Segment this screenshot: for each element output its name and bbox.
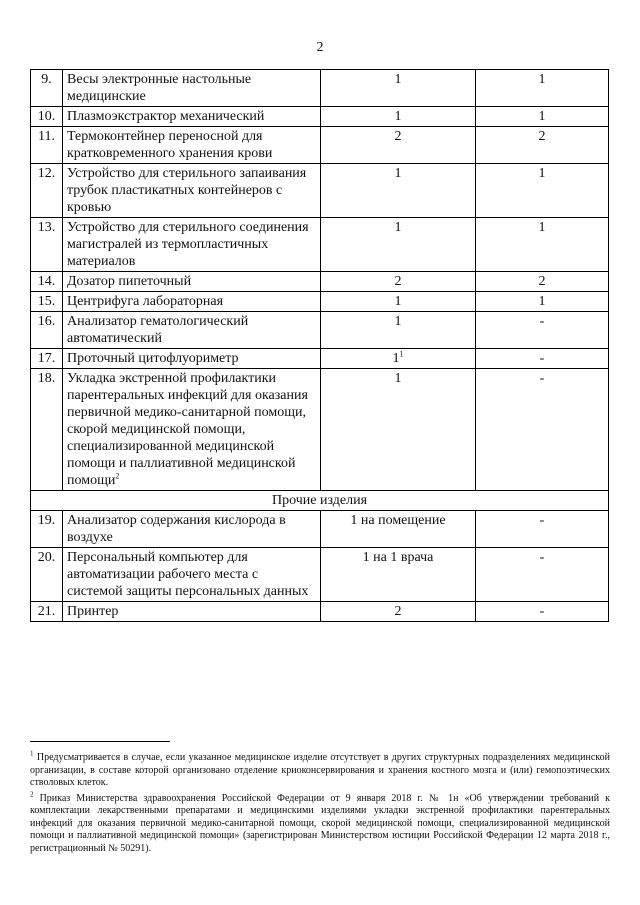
row-number: 19. (31, 511, 63, 548)
footnotes (30, 749, 610, 858)
item-quantity-1: 1 на помещение (321, 511, 476, 548)
item-quantity-2: - (476, 349, 609, 369)
quantity-value: 1 (392, 351, 400, 366)
item-name: Принтер (63, 602, 321, 622)
table-row (31, 127, 609, 164)
item-quantity-1 (321, 349, 476, 369)
section-title: Прочие изделия (31, 491, 609, 511)
table-row (31, 164, 609, 218)
row-number: 13. (31, 218, 63, 272)
row-number: 14. (31, 272, 63, 292)
item-quantity-1: 1 (321, 164, 476, 218)
footnote-1 (30, 749, 610, 790)
item-quantity-2: 1 (476, 218, 609, 272)
row-number: 18. (31, 369, 63, 491)
footnote-ref-2: 2 (115, 471, 120, 481)
item-quantity-2: 1 (476, 164, 609, 218)
item-quantity-2: - (476, 548, 609, 602)
item-name (63, 369, 321, 491)
equipment-table (30, 69, 609, 622)
item-name: Центрифуга лабораторная (63, 292, 321, 312)
item-name: Персональный компьютер для автоматизации рабочего места с системой защиты персональных данных (63, 548, 321, 602)
item-quantity-1: 1 (321, 292, 476, 312)
table-row (31, 312, 609, 349)
item-name: Проточный цитофлуориметр (63, 349, 321, 369)
item-quantity-1: 1 (321, 70, 476, 107)
table-row (31, 369, 609, 491)
item-quantity-1: 2 (321, 272, 476, 292)
item-name: Анализатор гематологический автоматический (63, 312, 321, 349)
table-row (31, 70, 609, 107)
table-row (31, 272, 609, 292)
table-row (31, 548, 609, 602)
row-number: 16. (31, 312, 63, 349)
item-quantity-1: 1 (321, 218, 476, 272)
item-quantity-2: 1 (476, 107, 609, 127)
row-number: 20. (31, 548, 63, 602)
item-quantity-2: - (476, 369, 609, 491)
footnote-text: Предусматривается в случае, если указанное медицинское изделие отсутствует в других структурных подразделениях медицинской организации, в составе которой организовано отделение криоконсервирования и хранения костного мозга и (или) гемопоэтических стволовых клеток. (30, 752, 610, 788)
item-quantity-1: 1 (321, 369, 476, 491)
row-number: 10. (31, 107, 63, 127)
item-quantity-2: - (476, 602, 609, 622)
item-name-text: Укладка экстренной профилактики парентеральных инфекций для оказания первичной медико-санитарной помощи, скорой медицинской помощи, специализированной медицинской помощи и паллиативной медицинской помощи (67, 371, 308, 488)
item-name: Дозатор пипеточный (63, 272, 321, 292)
item-name: Термоконтейнер переносной для кратковременного хранения крови (63, 127, 321, 164)
item-quantity-1: 1 (321, 107, 476, 127)
row-number: 21. (31, 602, 63, 622)
footnote-text: Приказ Министерства здравоохранения Российской Федерации от 9 января 2018 г. № 1н «Об утверждении требований к комплектации лекарственными препаратами и медицинскими изделиями укладки экстренной профилактики парентеральных инфекций для оказания первичной медико-санитарной помощи, скорой медицинской помощи, специализированной медицинской помощи и паллиативной медицинской помощи» (зарегистрирован Министерством юстиции Российской Федерации 12 марта 2018 г., регистрационный № 50291). (30, 792, 610, 854)
item-quantity-2: 1 (476, 292, 609, 312)
table-row (31, 511, 609, 548)
item-quantity-2: 2 (476, 127, 609, 164)
footnote-divider (30, 741, 170, 742)
row-number: 15. (31, 292, 63, 312)
table-row (31, 107, 609, 127)
row-number: 9. (31, 70, 63, 107)
table-row (31, 349, 609, 369)
item-quantity-2: - (476, 511, 609, 548)
item-name: Устройство для стерильного запаивания трубок пластикатных контейнеров с кровью (63, 164, 321, 218)
item-name: Плазмоэкстрактор механический (63, 107, 321, 127)
footnote-ref-1: 1 (399, 349, 404, 359)
item-quantity-1: 1 на 1 врача (321, 548, 476, 602)
page-number: 2 (316, 40, 324, 55)
item-name: Весы электронные настольные медицинские (63, 70, 321, 107)
row-number: 12. (31, 164, 63, 218)
item-quantity-1: 2 (321, 602, 476, 622)
footnote-2 (30, 790, 610, 856)
table-row (31, 292, 609, 312)
item-name: Анализатор содержания кислорода в воздухе (63, 511, 321, 548)
section-row (31, 491, 609, 511)
item-quantity-2: 2 (476, 272, 609, 292)
table-row (31, 602, 609, 622)
item-name: Устройство для стерильного соединения магистралей из термопластичных материалов (63, 218, 321, 272)
row-number: 11. (31, 127, 63, 164)
item-quantity-2: - (476, 312, 609, 349)
item-quantity-1: 2 (321, 127, 476, 164)
footnote-mark: 2 (30, 790, 34, 799)
footnote-mark: 1 (30, 749, 34, 758)
item-quantity-2: 1 (476, 70, 609, 107)
row-number: 17. (31, 349, 63, 369)
table-row (31, 218, 609, 272)
item-quantity-1: 1 (321, 312, 476, 349)
